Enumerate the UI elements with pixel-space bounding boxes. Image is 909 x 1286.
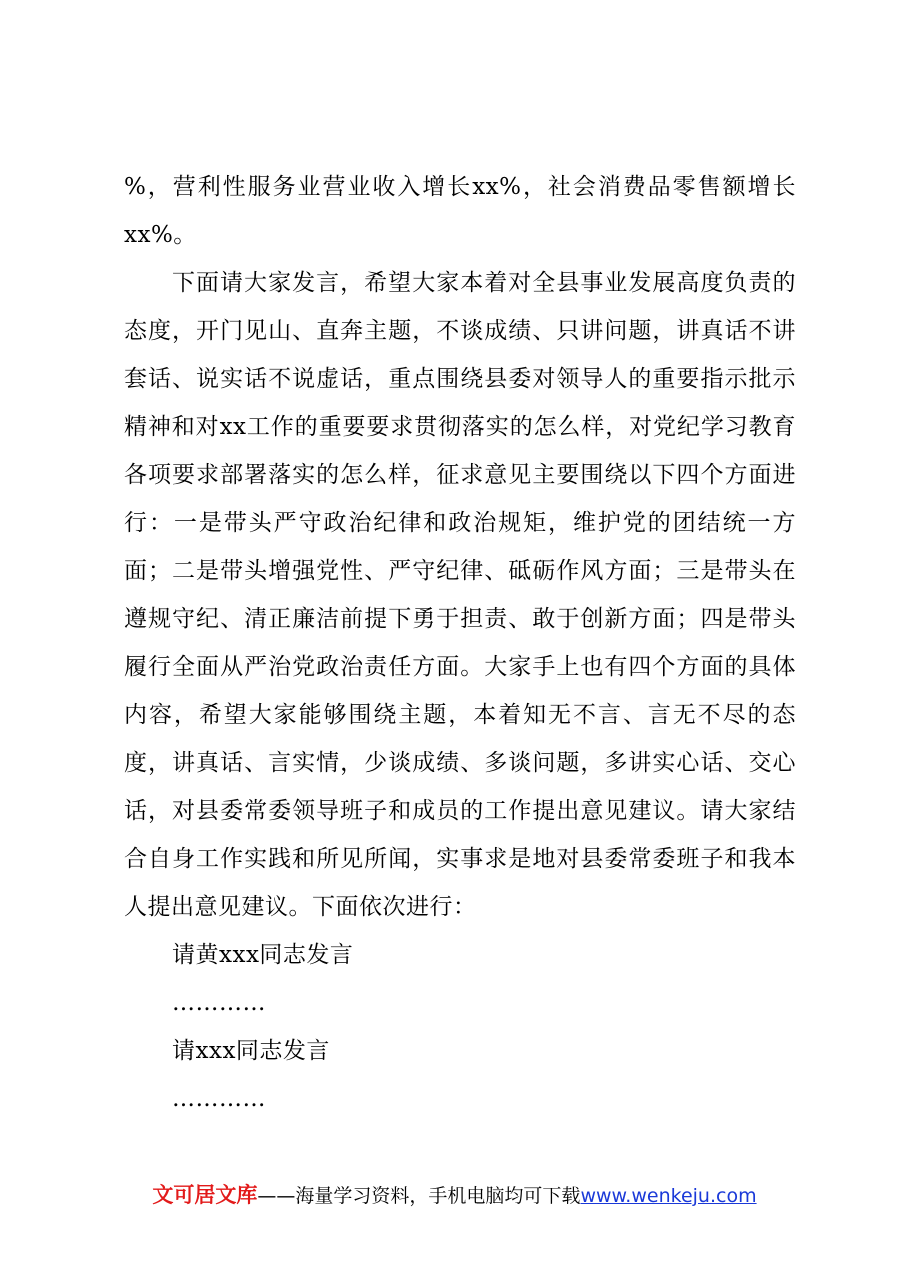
footer-brand: 文可居文库 <box>152 1183 258 1207</box>
ellipsis-line-1: ………… <box>172 990 266 1016</box>
footer-tagline: ——海量学习资料，手机电脑均可下载 <box>257 1185 581 1207</box>
ellipsis-line-2: ………… <box>172 1086 266 1112</box>
main-paragraph: 下面请大家发言，希望大家本着对全县事业发展高度负责的态度，开门见山、直奔主题，不谈成绩、只讲问题，讲真话不讲套话、说实话不说虚话，重点围绕县委对领导人的重要指示批示精神和对xx工作的重要要求贯彻落实的怎么样，对党纪学习教育各项要求部署落实的怎么样，征求意见主要围绕以下四个方面进行：一是带头严守政治纪律和政治规矩，维护党的团结统一方面；二是带头增强党性、严守纪律、砥砺作风方面；三是带头在遵规守纪、清正廉洁前提下勇于担责、敢于创新方面；四是带头履行全面从严治党政治责任方面。大家手上也有四个方面的具体内容，希望大家能够围绕主题，本着知无不言、言无不尽的态度，讲真话、言实情，少谈成绩、多谈问题，多讲实心话、交心话，对县委常委领导班子和成员的工作提出意见建议。请大家结合自身工作实践和所见所闻，实事求是地对县委常委班子和我本人提出意见建议。下面依次进行： <box>124 270 796 920</box>
continuation-paragraph: %，营利性服务业营业收入增长xx%，社会消费品零售额增长xx%。 <box>124 174 796 248</box>
document-body <box>124 163 796 1123</box>
footer-website-link[interactable]: www.wenkeju.com <box>580 1185 757 1207</box>
speaker-line-1: 请黄xxx同志发言 <box>172 942 354 968</box>
speaker-line-2: 请xxx同志发言 <box>172 1038 330 1064</box>
page-footer <box>0 1180 909 1211</box>
